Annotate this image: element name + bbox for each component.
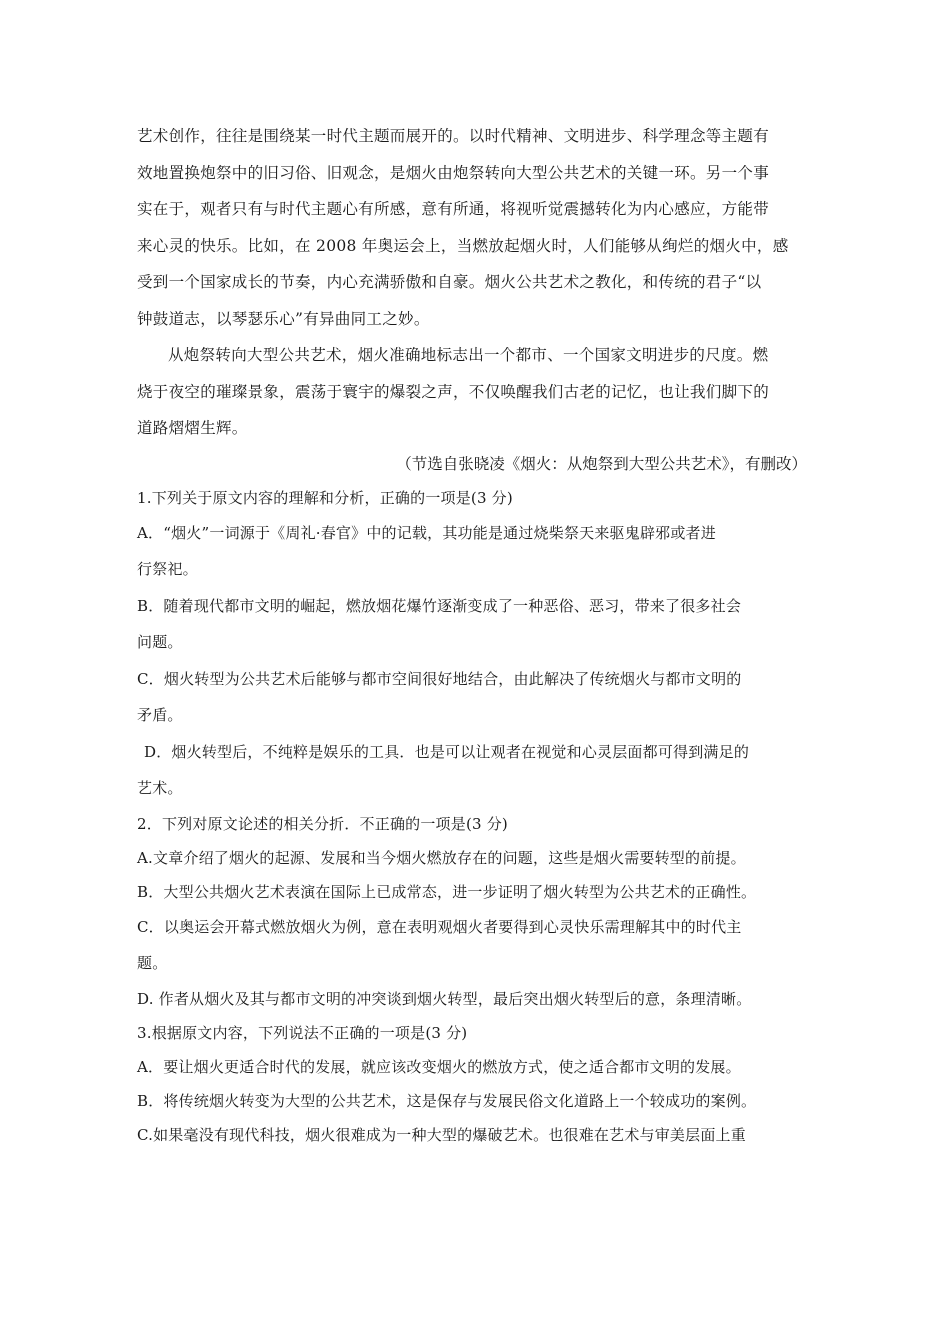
- option-c-line: C．烟火转型为公共艺术后能够与都市空间很好地结合，由此解决了传统烟火与都市文明的: [137, 669, 742, 688]
- option-b-line: B．将传统烟火转变为大型的公共艺术，这是保存与发展民俗文化道路上一个较成功的案例。: [137, 1091, 757, 1110]
- option-c-line: 题。: [137, 954, 168, 972]
- option-b-line: 问题。: [137, 633, 183, 651]
- option-c-line: C.如果毫没有现代科技，烟火很难成为一种大型的爆破艺术。也很难在艺术与审美层面上重: [137, 1125, 746, 1144]
- question-stem: 2．下列对原文论述的相关分折．不正确的一项是(3 分): [137, 814, 508, 833]
- option-b-line: B．随着现代都市文明的崛起，燃放烟花爆竹逐渐变成了一种恶俗、恶习，带来了很多社会: [137, 596, 742, 615]
- passage-paragraph-1: [137, 118, 815, 337]
- passage-line: 钟鼓道志，以琴瑟乐心”有异曲同工之妙。: [137, 309, 430, 328]
- option-c-line: 矛盾。: [137, 706, 183, 724]
- option-c-line: C．以奥运会开幕式燃放烟火为例，意在表明观烟火者要得到心灵快乐需理解其中的时代主: [137, 917, 742, 936]
- passage-line: 从炮祭转向大型公共艺术，烟火准确地标志出一个都市、一个国家文明进步的尺度。燃: [168, 346, 769, 364]
- option-a-line: A．“烟火”一词源于《周礼·春官》中的记载，其功能是通过烧柴祭天来驱鬼辟邪或者进: [137, 523, 716, 542]
- passage-source: （节选自张晓凌《烟火：从炮祭到大型公共艺术》，有删改）: [396, 454, 807, 473]
- question-2: [137, 807, 815, 1016]
- option-d-line: 艺术。: [137, 779, 183, 797]
- option-a-line: 行祭祀。: [137, 560, 198, 578]
- passage-paragraph-2: [137, 337, 815, 447]
- option-d-line: D．烟火转型后，不纯粹是娱乐的工具．也是可以让观者在视觉和心灵层面都可得到满足的: [144, 742, 750, 761]
- option-a-line: A．要让烟火更适合时代的发展，就应该改变烟火的燃放方式，使之适合都市文明的发展。: [137, 1057, 741, 1076]
- option-a-line: A.文章介绍了烟火的起源、发展和当今烟火燃放存在的问题，这些是烟火需要转型的前提。: [137, 848, 746, 867]
- passage-line: 来心灵的快乐。比如，在 2008 年奥运会上，当燃放起烟火时，人们能够从绚烂的烟火中，感: [137, 236, 789, 255]
- question-stem: 3.根据原文内容，下列说法不正确的一项是(3 分): [137, 1023, 468, 1042]
- exam-page: [137, 118, 815, 1152]
- option-b-line: B．大型公共烟火艺术表演在国际上已成常态，进一步证明了烟火转型为公共艺术的正确性。: [137, 882, 757, 901]
- passage-line: 实在于，观者只有与时代主题心有所感，意有所通，将视听觉震撼转化为内心感应，方能带: [137, 200, 770, 218]
- question-stem: 1.下列关于原文内容的理解和分析，正确的一项是(3 分): [137, 488, 513, 507]
- passage-line: 受到一个国家成长的节奏，内心充满骄傲和自豪。烟火公共艺术之教化，和传统的君子“以: [137, 273, 762, 291]
- passage-line: 烧于夜空的璀璨景象，震荡于寰宇的爆裂之声，不仅唤醒我们古老的记忆，也让我们脚下的: [137, 382, 770, 401]
- option-d-line: D. 作者从烟火及其与都市文明的冲突谈到烟火转型，最后突出烟火转型后的意，条理清晰。: [137, 989, 752, 1008]
- passage-line: 道路熠熠生辉。: [137, 419, 248, 437]
- question-3: [137, 1016, 815, 1152]
- passage-line: 艺术创作，往往是围绕某一时代主题而展开的。以时代精神、文明进步、科学理念等主题有: [137, 127, 770, 145]
- passage-line: 效地置换炮祭中的旧习俗、旧观念，是烟火由炮祭转向大型公共艺术的关键一环。另一个事: [137, 163, 770, 182]
- question-1: [137, 481, 815, 807]
